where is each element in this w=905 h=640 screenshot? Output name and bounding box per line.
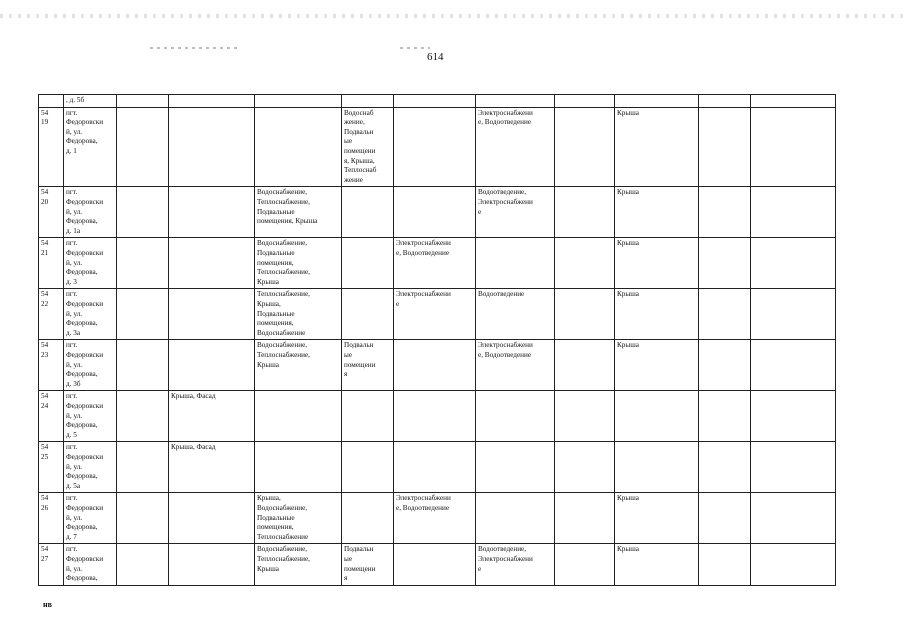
table-cell (751, 442, 836, 493)
table-cell (476, 493, 555, 544)
table-row (39, 442, 836, 493)
row-number-cell: 54 25 (39, 442, 64, 493)
table-cell: Теплоснабжение, Крыша, Подвальные помещения, Водоснабжение (255, 289, 342, 340)
table-cell (394, 391, 476, 442)
table-cell (342, 493, 394, 544)
address-cell: , д. 5б (64, 95, 117, 108)
address-cell: пгт. Федоровски й, ул. Федорова, д. 7 (64, 493, 117, 544)
table-cell: Водоснабжение, Теплоснабжение, Крыша (255, 544, 342, 585)
table-cell: Крыша (615, 238, 699, 289)
table-cell: Крыша, Фасад (169, 442, 255, 493)
table-row (39, 107, 836, 187)
page-number: 614 (427, 51, 444, 63)
table-cell (117, 187, 169, 238)
table-row (39, 340, 836, 391)
table-cell: Водоснаб жение, Подвальн ые помещени я, Крыша, Теплоснаб жение (342, 107, 394, 187)
scan-noise-top (0, 14, 905, 18)
table-cell (117, 493, 169, 544)
table-cell (342, 391, 394, 442)
row-number-cell: 54 24 (39, 391, 64, 442)
table-cell (169, 340, 255, 391)
address-cell: пгт. Федоровски й, ул. Федорова, д. 3б (64, 340, 117, 391)
table-cell (169, 544, 255, 585)
table-cell (117, 544, 169, 585)
table-cell: Крыша (615, 493, 699, 544)
table-cell (394, 107, 476, 187)
table-cell (39, 95, 64, 108)
table-cell (394, 442, 476, 493)
table-cell (751, 238, 836, 289)
table-cell (751, 289, 836, 340)
table-row (39, 493, 836, 544)
table-cell (555, 107, 615, 187)
scan-noise-mid-2 (400, 47, 430, 49)
table-cell: Электроснабжени е (394, 289, 476, 340)
table-cell: Водоотведение, Электроснабжени е (476, 544, 555, 585)
table-cell (751, 493, 836, 544)
table-cell: Крыша (615, 107, 699, 187)
table-cell (615, 442, 699, 493)
address-cell: пгт. Федоровски й, ул. Федорова, д. 5 (64, 391, 117, 442)
table-cell: Водоснабжение, Теплоснабжение, Подвальные помещения, Крыша (255, 187, 342, 238)
table-cell (169, 238, 255, 289)
table-cell (699, 238, 751, 289)
row-number-cell: 54 21 (39, 238, 64, 289)
table-cell: Электроснабжени е, Водоотведение (476, 340, 555, 391)
row-number-cell: 54 20 (39, 187, 64, 238)
row-number-cell: 54 22 (39, 289, 64, 340)
footer-mark: нв (43, 600, 52, 609)
table-cell (394, 544, 476, 585)
table-cell: Водоотведение, Электроснабжени е (476, 187, 555, 238)
table-cell (117, 107, 169, 187)
table-cell (342, 238, 394, 289)
table-row (39, 95, 836, 108)
table-cell (699, 391, 751, 442)
table-cell (615, 391, 699, 442)
table-cell: Водоснабжение, Подвальные помещения, Теплоснабжение, Крыша (255, 238, 342, 289)
table-cell (169, 493, 255, 544)
table-cell (255, 107, 342, 187)
table-cell (751, 544, 836, 585)
table-cell (699, 340, 751, 391)
table-cell (555, 544, 615, 585)
table-cell: Подвальн ые помещени я (342, 544, 394, 585)
table-cell (751, 187, 836, 238)
table-cell (476, 442, 555, 493)
table-cell (555, 289, 615, 340)
table-cell: Крыша (615, 544, 699, 585)
table-cell: Электроснабжени е, Водоотведение (394, 238, 476, 289)
scan-noise-mid (150, 47, 240, 49)
row-number-cell: 54 26 (39, 493, 64, 544)
table-cell (117, 238, 169, 289)
table-cell (699, 187, 751, 238)
table-cell (699, 289, 751, 340)
table-cell (751, 391, 836, 442)
table-cell (476, 238, 555, 289)
table-cell (555, 340, 615, 391)
table-cell: Электроснабжени е, Водоотведение (476, 107, 555, 187)
table-cell: Крыша (615, 289, 699, 340)
table-cell: Подвальн ые помещени я (342, 340, 394, 391)
table-cell: Крыша, Фасад (169, 391, 255, 442)
table-cell (699, 493, 751, 544)
address-cell: пгт. Федоровски й, ул. Федорова, д. 5а (64, 442, 117, 493)
row-number-cell: 54 27 (39, 544, 64, 585)
table-row (39, 238, 836, 289)
table-cell (342, 289, 394, 340)
address-cell: пгт. Федоровски й, ул. Федорова, д. 3 (64, 238, 117, 289)
table-cell (555, 493, 615, 544)
table-cell: Крыша (615, 340, 699, 391)
table-cell (117, 442, 169, 493)
table-cell: Крыша, Водоснабжение, Подвальные помещения, Теплоснабжение (255, 493, 342, 544)
table-cell (117, 391, 169, 442)
table-row (39, 289, 836, 340)
table-body (39, 107, 836, 585)
works-table (38, 94, 836, 586)
address-cell: пгт. Федоровски й, ул. Федорова, д. 1а (64, 187, 117, 238)
table-cell (699, 442, 751, 493)
table-cell (555, 238, 615, 289)
table-row (39, 391, 836, 442)
table-cell (342, 187, 394, 238)
table-cell: Водоснабжение, Теплоснабжение, Крыша (255, 340, 342, 391)
table-cell (394, 187, 476, 238)
table-cell (699, 107, 751, 187)
table-cell: Крыша (615, 187, 699, 238)
table-cell (342, 442, 394, 493)
table-cell (117, 289, 169, 340)
table-cell (555, 187, 615, 238)
table-cell (169, 289, 255, 340)
table-cell (555, 391, 615, 442)
address-cell: пгт. Федоровски й, ул. Федорова, д. 1 (64, 107, 117, 187)
table-cell (555, 442, 615, 493)
table-cell (255, 442, 342, 493)
table-cell (751, 340, 836, 391)
table-cell (699, 544, 751, 585)
table-cell: Электроснабжени е, Водоотведение (394, 493, 476, 544)
table-cell (255, 391, 342, 442)
table-cell (476, 391, 555, 442)
row-number-cell: 54 23 (39, 340, 64, 391)
address-cell: пгт. Федоровски й, ул. Федорова, д. 3а (64, 289, 117, 340)
table-row (39, 544, 836, 585)
table-row (39, 187, 836, 238)
table-cell: Водоотведение (476, 289, 555, 340)
row-number-cell: 54 19 (39, 107, 64, 187)
table-cell (117, 340, 169, 391)
table-cell (751, 107, 836, 187)
address-cell: пгт. Федоровски й, ул. Федорова, (64, 544, 117, 585)
table-cell (169, 107, 255, 187)
table-cell (394, 340, 476, 391)
table-cell (169, 187, 255, 238)
